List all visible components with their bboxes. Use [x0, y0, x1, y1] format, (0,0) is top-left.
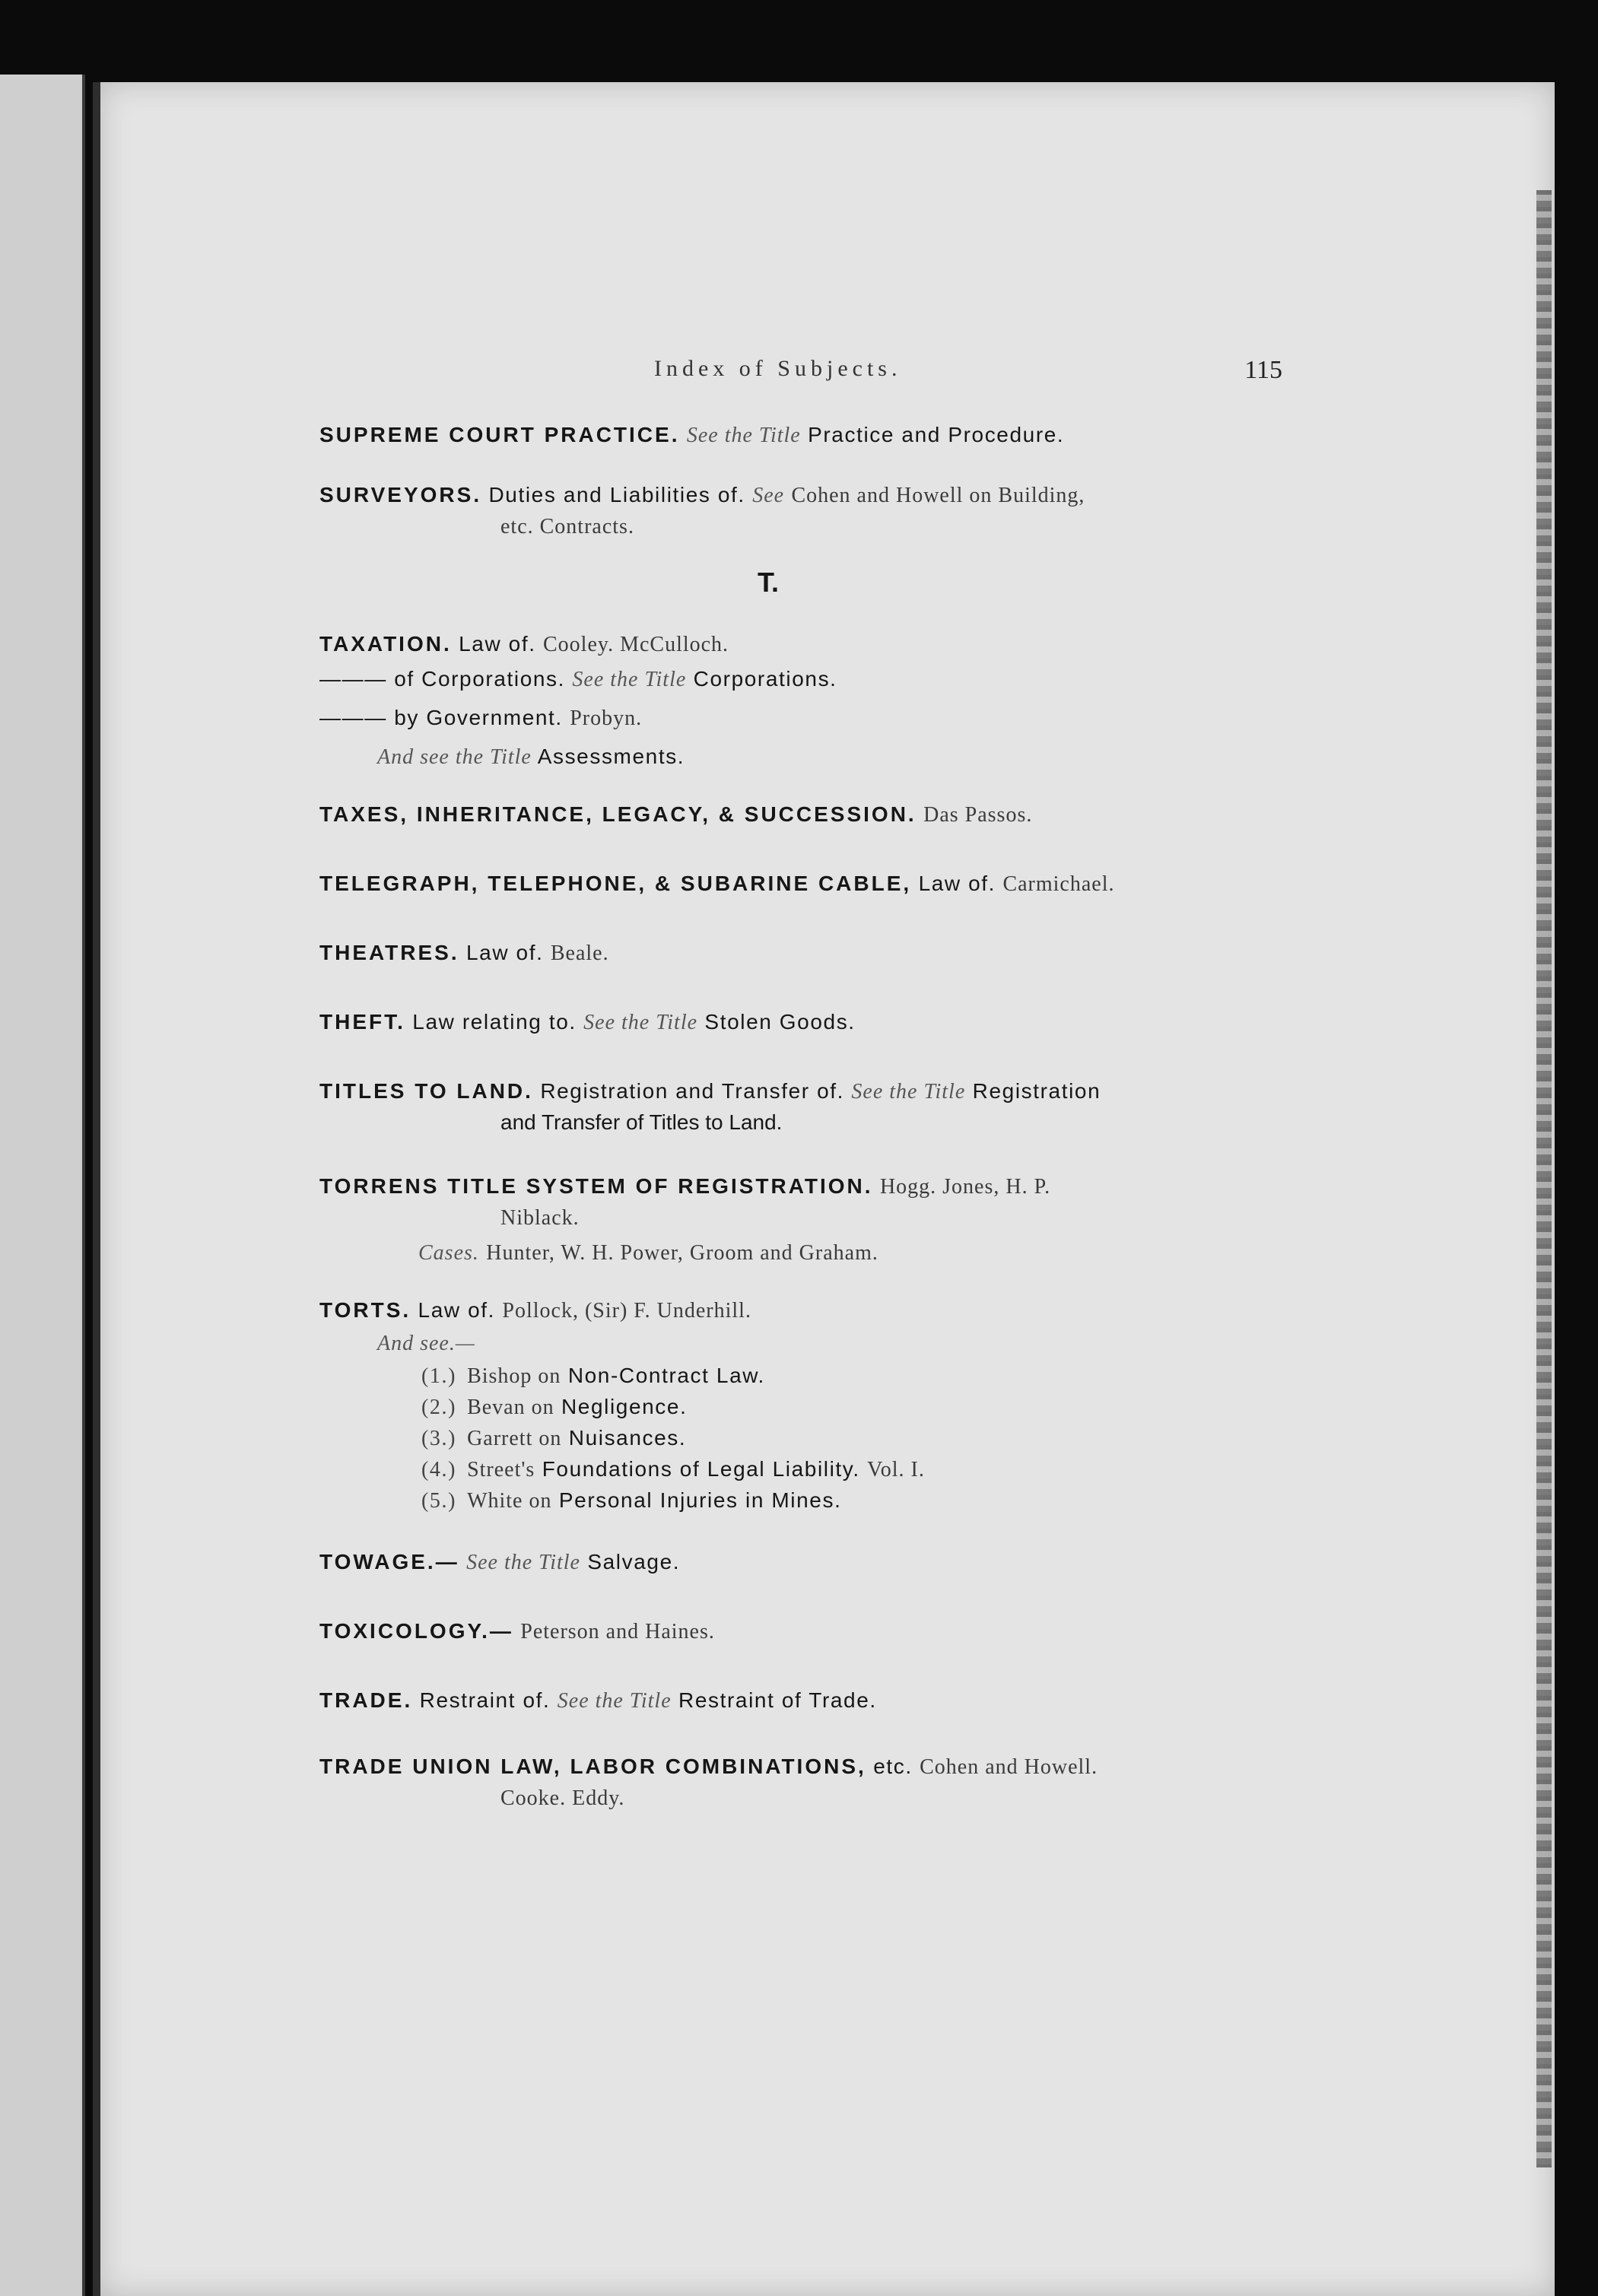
entry-text: Law of.: [466, 941, 544, 964]
entry-text: Law relating to.: [412, 1010, 577, 1034]
list-item-text: Foundations of Legal Liability.: [542, 1457, 860, 1481]
list-number: (3.): [421, 1427, 457, 1450]
entry-continuation: [319, 1202, 1278, 1234]
cross-reference: See the Title: [572, 668, 687, 691]
volume-note: Vol. I.: [867, 1458, 925, 1481]
previous-page-edge: [0, 75, 85, 2296]
entry-text: etc.: [873, 1755, 913, 1778]
index-entry-telegraph: [319, 869, 1278, 900]
entry-target: Assessments.: [537, 745, 685, 768]
entry-authors: Street's: [467, 1458, 535, 1481]
entry-text: Law of.: [459, 632, 536, 656]
entry-authors: Beale.: [550, 942, 609, 965]
entry-continuation: [319, 511, 1278, 542]
index-entry-towage: [319, 1547, 1278, 1578]
list-item-text: Nuisances.: [568, 1426, 687, 1450]
cross-reference: And see the Title: [377, 745, 532, 769]
entry-authors: Bishop on: [467, 1364, 561, 1388]
entry-heading: TORTS.: [319, 1298, 411, 1322]
list-number: (4.): [421, 1458, 457, 1481]
index-content: [319, 420, 1278, 1814]
entry-heading: TRADE UNION LAW, LABOR COMBINATIONS,: [319, 1755, 866, 1778]
index-entry-trade-union-law: [319, 1751, 1278, 1783]
entry-authors: Cooley. McCulloch.: [543, 633, 729, 656]
entry-heading: TOWAGE.—: [319, 1550, 459, 1574]
sub-entry-corporations: [319, 660, 1278, 699]
entry-authors: etc. Contracts.: [500, 515, 634, 538]
entry-heading: TOXICOLOGY.—: [319, 1619, 513, 1643]
index-entry-trade: [319, 1685, 1278, 1716]
cross-reference: See the Title: [557, 1689, 672, 1713]
index-entry-torts: [319, 1295, 1278, 1326]
cross-reference: And see.—: [377, 1332, 475, 1355]
entry-heading: SUPREME COURT PRACTICE.: [319, 423, 680, 446]
entry-heading: TAXES, INHERITANCE, LEGACY, & SUCCESSION.: [319, 802, 917, 826]
list-item: [421, 1454, 1278, 1485]
entry-authors: Hunter, W. H. Power, Groom and Graham.: [486, 1241, 878, 1265]
list-number: (5.): [421, 1489, 457, 1513]
entry-heading: SURVEYORS.: [319, 483, 482, 507]
sub-entry-text: by Government.: [394, 706, 563, 729]
list-item-text: Negligence.: [561, 1395, 688, 1418]
running-head: Index of Subjects.: [654, 356, 902, 381]
entry-text: Law of.: [918, 872, 996, 895]
index-entry-theatres: [319, 938, 1278, 969]
entry-target: Salvage.: [587, 1550, 681, 1574]
entry-heading: TAXATION.: [319, 632, 452, 656]
letter-heading: T.: [757, 567, 779, 598]
entry-target: and Transfer of Titles to Land.: [500, 1110, 783, 1134]
entry-authors: Cooke. Eddy.: [500, 1786, 625, 1810]
entry-authors: Hogg. Jones, H. P.: [879, 1175, 1051, 1199]
entry-text: Restraint of.: [419, 1688, 551, 1712]
entry-authors: Niblack.: [500, 1206, 580, 1230]
index-entry-supreme-court-practice: [319, 420, 1278, 451]
sub-entry-dash: ———: [319, 706, 387, 729]
list-item: [421, 1423, 1278, 1454]
entry-authors: Das Passos.: [923, 803, 1033, 827]
entry-target: Stolen Goods.: [704, 1010, 856, 1034]
list-item: [421, 1392, 1278, 1423]
entry-authors: Pollock, (Sir) F. Underhill.: [502, 1299, 751, 1323]
entry-continuation: [319, 1783, 1278, 1814]
entry-target: Corporations.: [693, 667, 837, 691]
index-entry-taxation: [319, 629, 1278, 660]
list-number: (1.): [421, 1364, 457, 1388]
entry-target: Registration: [972, 1079, 1101, 1103]
cross-reference: See: [752, 484, 785, 507]
entry-heading: THEFT.: [319, 1010, 405, 1034]
cross-reference: See the Title: [851, 1080, 966, 1104]
page-number: 115: [1244, 356, 1282, 384]
entry-text: Registration and Transfer of.: [540, 1079, 845, 1103]
cross-reference: See the Title: [686, 424, 801, 447]
entry-heading: TITLES TO LAND.: [319, 1079, 533, 1103]
index-entry-toxicology: [319, 1616, 1278, 1647]
list-number: (2.): [421, 1396, 457, 1419]
cross-reference: See the Title: [466, 1551, 580, 1574]
entry-authors: Cohen and Howell.: [920, 1755, 1098, 1779]
entry-authors: Garrett on: [467, 1427, 562, 1450]
entry-heading: THEATRES.: [319, 941, 459, 964]
sub-entry-government: [319, 699, 1278, 738]
entry-continuation: [319, 1107, 1278, 1138]
list-item: [421, 1361, 1278, 1392]
index-entry-titles-to-land: [319, 1076, 1278, 1107]
sub-entry-text: of Corporations.: [394, 667, 566, 691]
cross-reference: See the Title: [583, 1011, 698, 1034]
index-entry-torrens: [319, 1171, 1278, 1202]
entry-target: Restraint of Trade.: [678, 1688, 877, 1712]
entry-authors: White on: [467, 1489, 552, 1513]
entry-authors: Cohen and Howell on Building,: [791, 484, 1085, 507]
list-item-text: Personal Injuries in Mines.: [558, 1488, 842, 1512]
page-fore-edge: [1536, 190, 1552, 2167]
sub-entry-see-also: [319, 738, 1278, 776]
list-item-text: Non-Contract Law.: [567, 1364, 765, 1387]
entry-heading: TORRENS TITLE SYSTEM OF REGISTRATION.: [319, 1174, 873, 1198]
entry-text: Duties and Liabilities of.: [488, 483, 745, 507]
entry-authors: Probyn.: [570, 707, 643, 730]
entry-text: Law of.: [418, 1298, 496, 1322]
entry-heading: TELEGRAPH, TELEPHONE, & SUBARINE CABLE,: [319, 872, 912, 895]
index-entry-surveyors: [319, 480, 1278, 511]
index-entry-theft: [319, 1007, 1278, 1038]
entry-authors: Carmichael.: [1002, 872, 1115, 896]
list-item: [421, 1485, 1278, 1516]
torts-reference-list: [319, 1361, 1278, 1516]
entry-heading: TRADE.: [319, 1688, 413, 1712]
entry-authors: Bevan on: [467, 1396, 554, 1419]
sub-entry-cases: [319, 1234, 1278, 1272]
sub-entry-dash: ———: [319, 667, 387, 691]
cases-label: Cases.: [418, 1241, 479, 1265]
entry-target: Practice and Procedure.: [808, 423, 1065, 446]
sub-entry-and-see: [319, 1326, 1278, 1361]
entry-authors: Peterson and Haines.: [520, 1620, 715, 1643]
index-entry-taxes: [319, 799, 1278, 830]
